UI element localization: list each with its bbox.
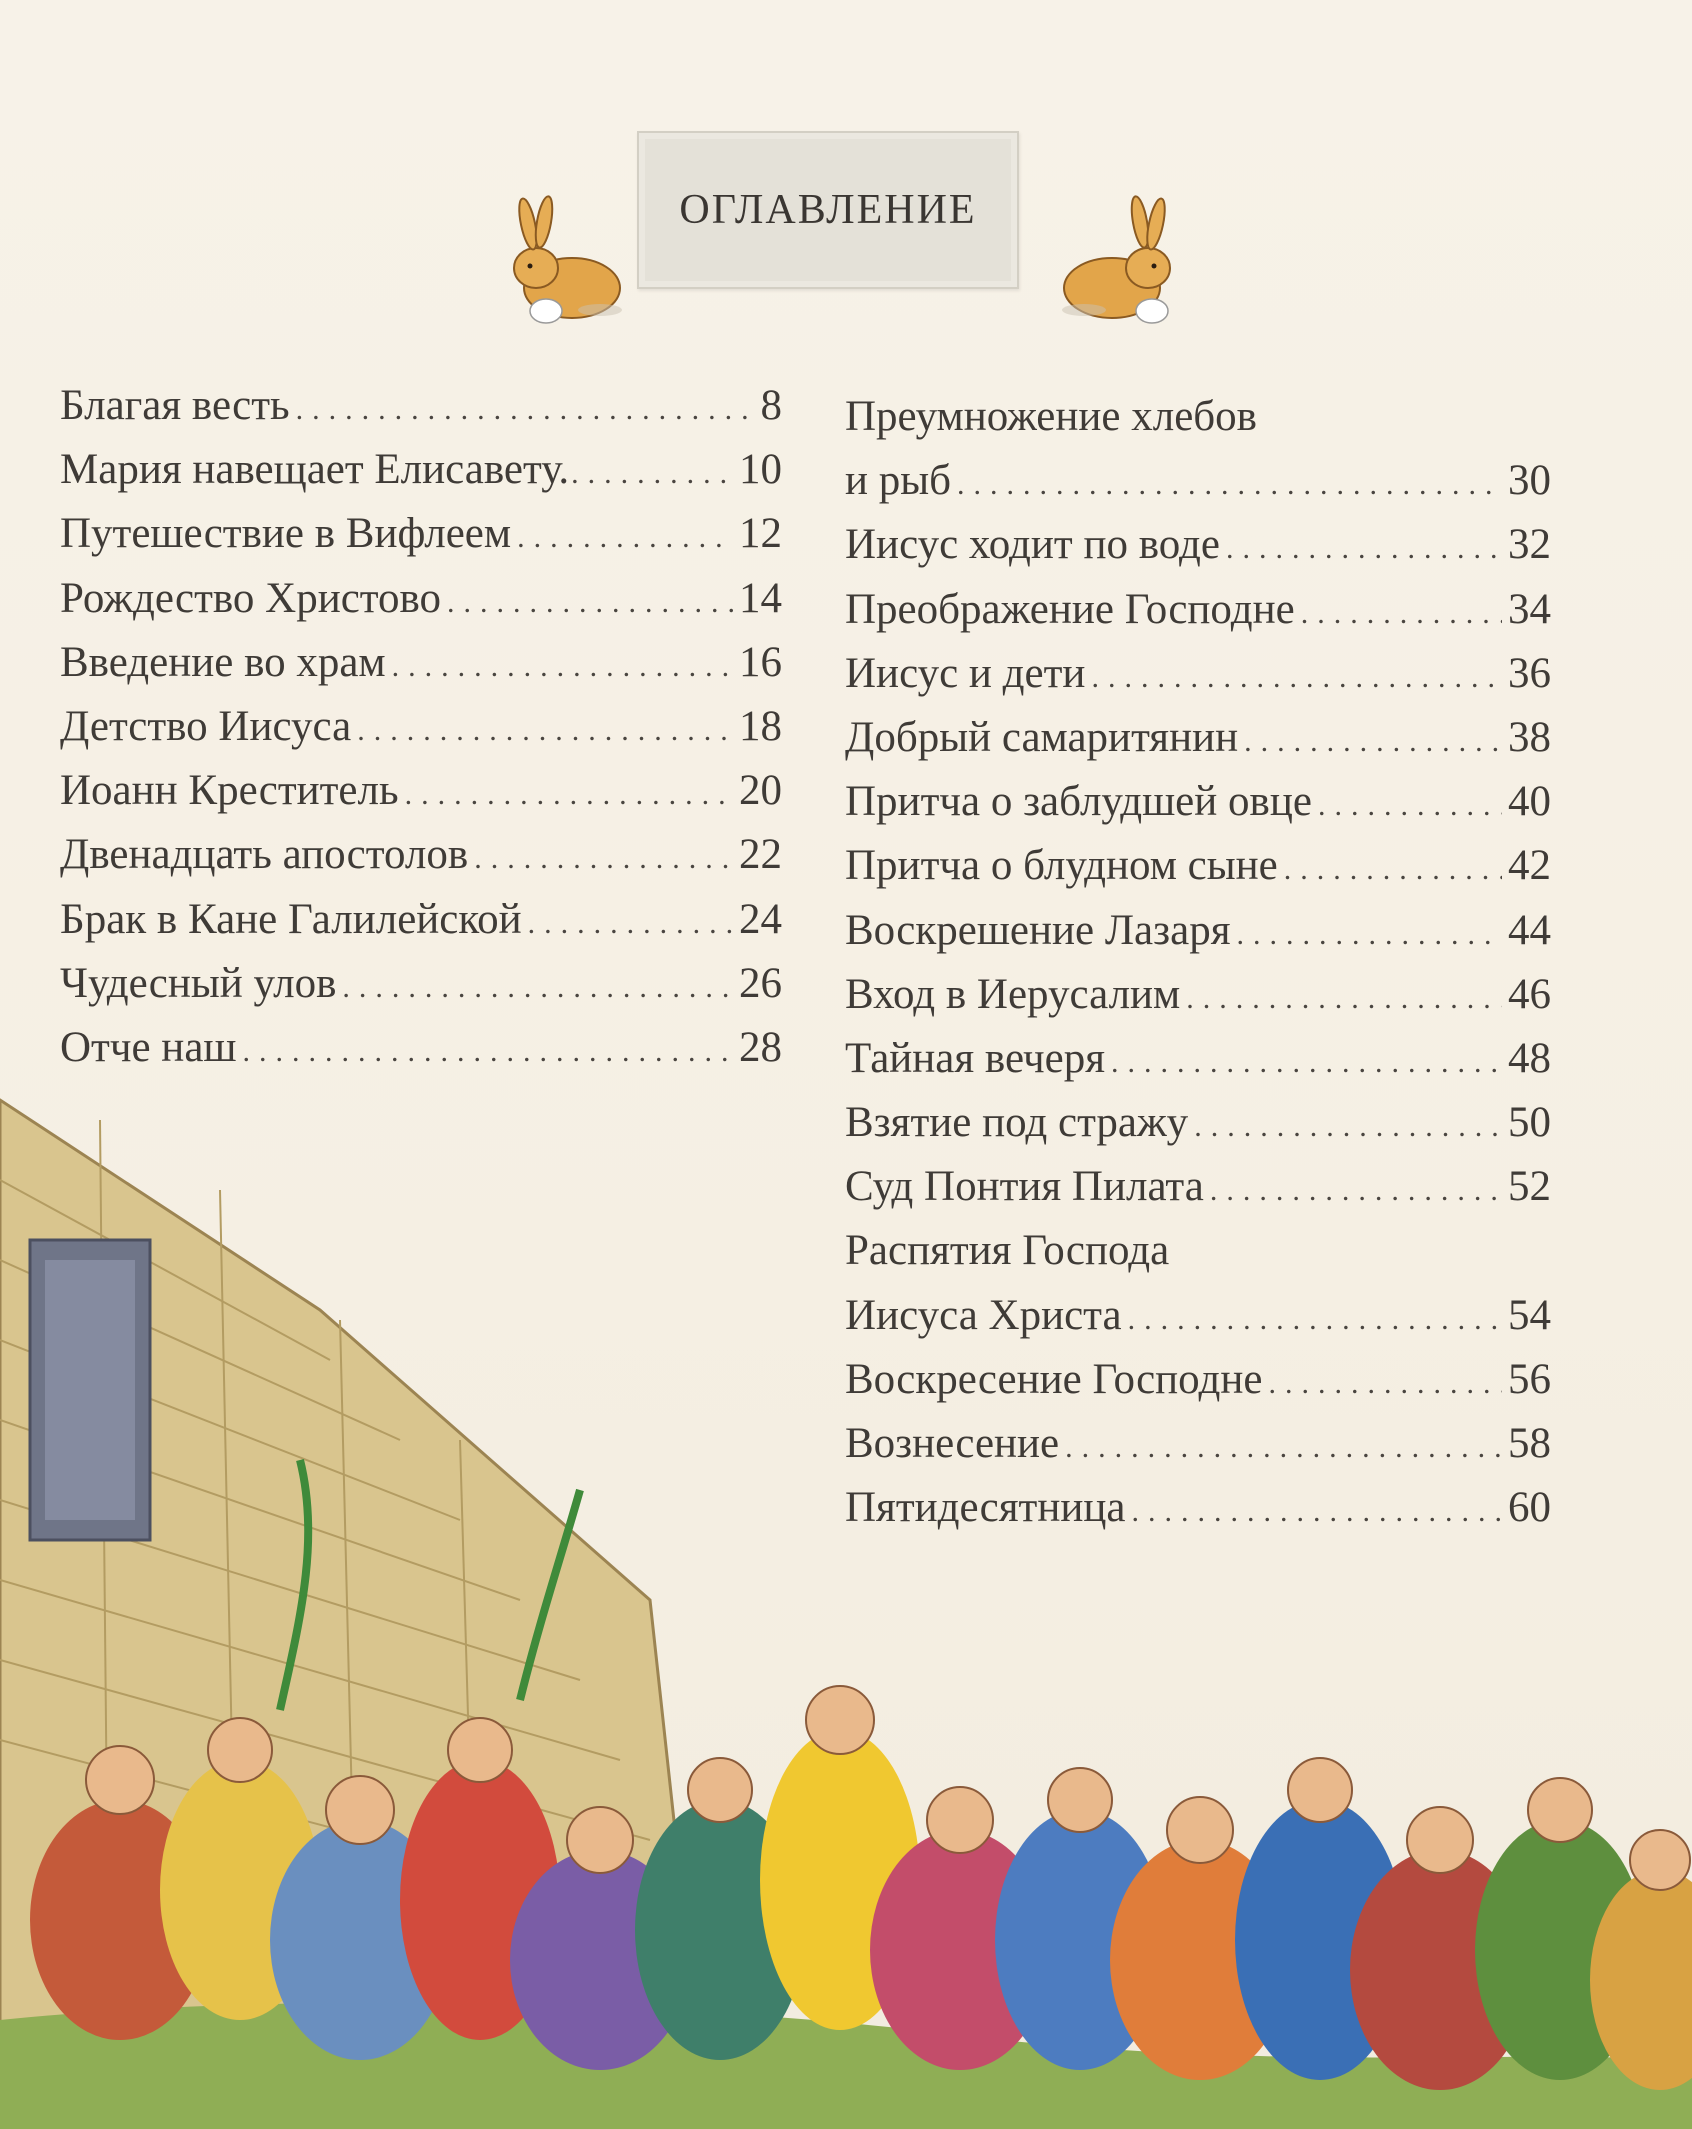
- leader-dots: [1226, 517, 1502, 581]
- leader-dots: [1236, 903, 1502, 967]
- toc-entry[interactable]: Рождество Христово ..... 14: [60, 567, 782, 631]
- toc-entry[interactable]: Притча о заблудшей овце ..... 40: [845, 770, 1551, 834]
- toc-entry-first-line[interactable]: Преумножение хлебов: [845, 393, 1257, 440]
- leader-dots: [517, 506, 733, 570]
- toc-entry[interactable]: Добрый самаритянин ..... 38: [845, 706, 1551, 770]
- leader-dots: [474, 827, 733, 891]
- toc-entry[interactable]: и рыб ..... 30: [845, 449, 1551, 513]
- leader-dots: [1186, 967, 1502, 1031]
- toc-entry[interactable]: Тайная вечеря ..... 48: [845, 1027, 1551, 1091]
- toc-entry[interactable]: Мария навещает Елисавету. ..... 10: [60, 438, 782, 502]
- leader-dots: [957, 453, 1502, 517]
- leader-dots: [357, 699, 733, 763]
- leader-dots: [571, 442, 737, 506]
- leader-dots: [405, 763, 733, 827]
- toc-left-column: [60, 374, 782, 1080]
- toc-entry[interactable]: Суд Понтия Пилата ..... 52: [845, 1155, 1551, 1219]
- title-plate: [637, 131, 1019, 289]
- crowd-illustration: [0, 1060, 1692, 2129]
- rabbit-illustration-left: [500, 178, 640, 328]
- leader-dots: [296, 378, 755, 442]
- leader-dots: [1284, 838, 1502, 902]
- page-title: ОГЛАВЛЕНИЕ: [679, 187, 977, 233]
- toc-entry[interactable]: Иисуса Христа ..... 54: [845, 1284, 1551, 1348]
- toc-entry[interactable]: Взятие под стражу ..... 50: [845, 1091, 1551, 1155]
- rabbit-illustration-right: [1044, 178, 1184, 328]
- toc-entry[interactable]: Воскрешение Лазаря ..... 44: [845, 899, 1551, 963]
- toc-entry-first-line[interactable]: Распятия Господа: [845, 1227, 1170, 1275]
- toc-entry[interactable]: Вход в Иерусалим ..... 46: [845, 963, 1551, 1027]
- toc-entry[interactable]: Детство Иисуса ..... 18: [60, 695, 782, 759]
- leader-dots: [1301, 582, 1502, 646]
- leader-dots: [447, 571, 733, 635]
- toc-entry[interactable]: Иисус ходит по воде ..... 32: [845, 513, 1551, 577]
- toc-entry[interactable]: Притча о блудном сыне ..... 42: [845, 834, 1551, 898]
- toc-entry[interactable]: Путешествие в Вифлеем ..... 12: [60, 502, 782, 566]
- toc-entry[interactable]: Благая весть ..... 8: [60, 374, 782, 438]
- toc-entry[interactable]: Иоанн Креститель ..... 20: [60, 759, 782, 823]
- toc-entry[interactable]: Воскресение Господне ..... 56: [845, 1348, 1551, 1412]
- toc-entry[interactable]: Пятидесятница ..... 60: [845, 1476, 1551, 1540]
- toc-entry[interactable]: Преображение Господне ..... 34: [845, 578, 1551, 642]
- toc-entry[interactable]: Иисус и дети ..... 36: [845, 642, 1551, 706]
- toc-entry[interactable]: Отче наш ..... 28: [60, 1016, 782, 1080]
- leader-dots: [528, 892, 733, 956]
- leader-dots: [1091, 646, 1502, 710]
- toc-entry[interactable]: Двенадцать апостолов ..... 22: [60, 823, 782, 887]
- toc-entry[interactable]: Вознесение ..... 58: [845, 1412, 1551, 1476]
- leader-dots: [392, 635, 733, 699]
- toc-entry[interactable]: Чудесный улов ..... 26: [60, 952, 782, 1016]
- toc-entry[interactable]: Брак в Кане Галилейской ..... 24: [60, 888, 782, 952]
- leader-dots: [1244, 710, 1502, 774]
- toc-entry[interactable]: Введение во храм ..... 16: [60, 631, 782, 695]
- leader-dots: [1318, 774, 1502, 838]
- leader-dots: [342, 956, 733, 1020]
